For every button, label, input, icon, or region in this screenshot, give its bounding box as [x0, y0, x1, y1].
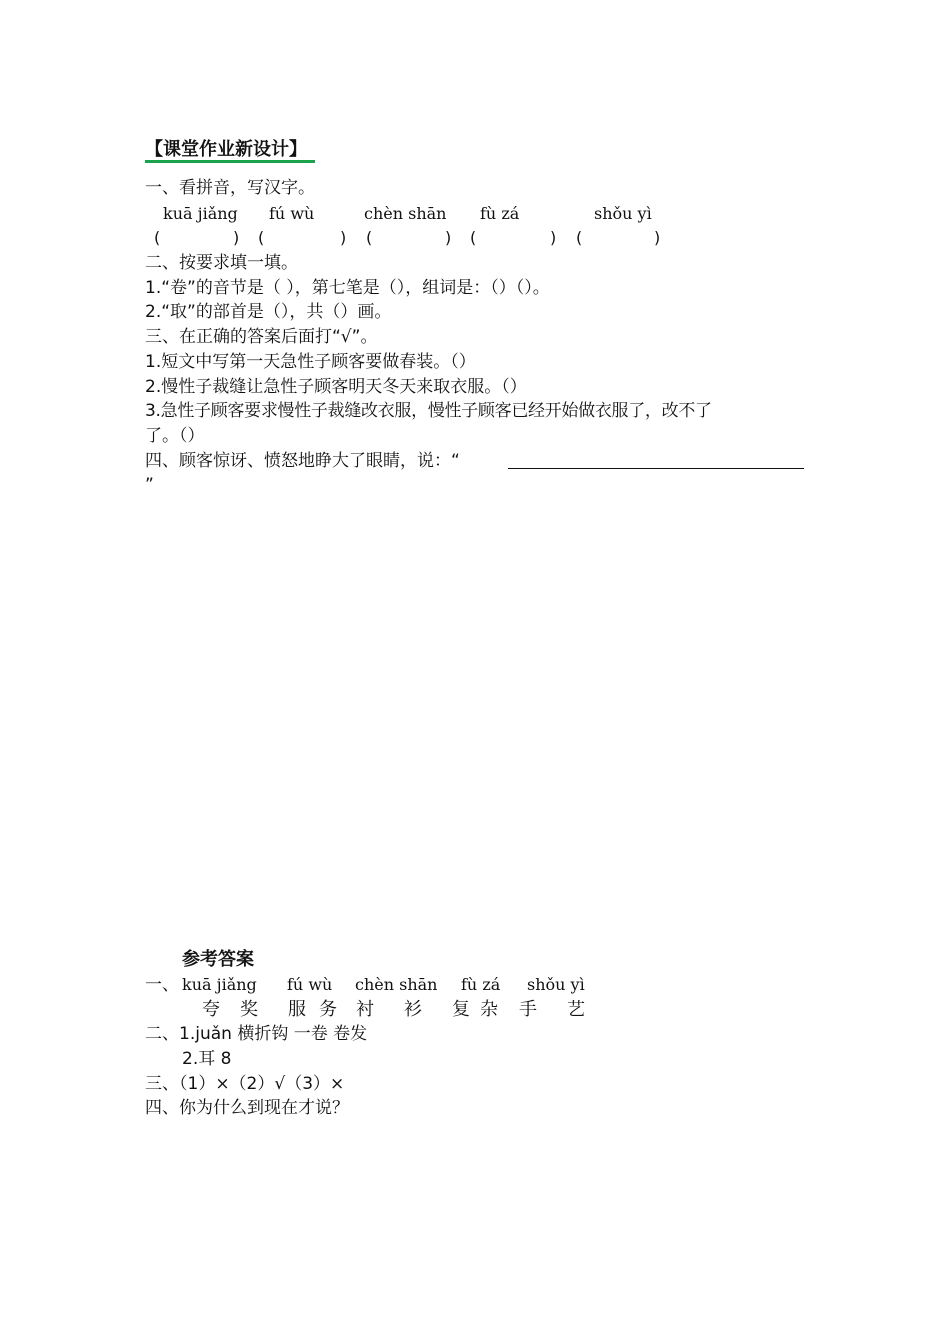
q1-pinyin-2: fú wù [269, 204, 315, 223]
q1-paren-open-3: ( [366, 228, 373, 247]
answers-1-hanzi-3: 服 [288, 999, 306, 1020]
q1-pinyin-1: kuā jiǎng [163, 204, 238, 223]
q3-item-3-cont: 了。（） [145, 426, 205, 446]
q1-paren-close-3: ) [445, 228, 452, 247]
answers-2-line-1: 二、1.juǎn 横折钩 一卷 卷发 [145, 1024, 368, 1044]
answers-1-hanzi-1: 夸 [202, 999, 220, 1020]
answers-1-hanzi-2: 奖 [240, 999, 258, 1020]
q1-paren-close-1: ) [233, 228, 240, 247]
answers-1-hanzi-5: 衬 [356, 999, 374, 1020]
q2-heading: 二、按要求填一填。 [145, 253, 298, 273]
q1-pinyin-4: fù zá [480, 204, 520, 223]
answers-title: 参考答案 [182, 949, 254, 970]
q1-pinyin-3: chèn shān [364, 204, 447, 223]
answers-1-prefix: 一、 [145, 975, 179, 995]
answers-1-pinyin-5: shǒu yì [527, 975, 585, 994]
q3-heading: 三、在正确的答案后面打“√”。 [145, 327, 378, 347]
q1-pinyin-5: shǒu yì [594, 204, 652, 223]
q3-item-3: 3.急性子顾客要求慢性子裁缝改衣服，慢性子顾客已经开始做衣服了，改不了 [145, 401, 712, 421]
title-underline [145, 160, 315, 163]
answers-2-line-2: 2.耳 8 [182, 1049, 232, 1069]
answers-4: 四、你为什么到现在才说？ [145, 1098, 349, 1118]
answers-1-pinyin-3: chèn shān [355, 975, 438, 994]
q3-item-2: 2.慢性子裁缝让急性子顾客明天冬天来取衣服。（） [145, 377, 527, 397]
q1-paren-close-2: ) [340, 228, 347, 247]
q3-item-1: 1.短文中写第一天急性子顾客要做春装。（） [145, 352, 476, 372]
q1-paren-open-1: ( [154, 228, 161, 247]
q2-item-2: 2.“取”的部首是（），共（）画。 [145, 302, 392, 322]
answers-1-pinyin-2: fú wù [287, 975, 333, 994]
q4-heading: 四、顾客惊讶、愤怒地睁大了眼睛，说：“ [145, 451, 460, 471]
q1-paren-open-4: ( [470, 228, 477, 247]
worksheet-title: 【课堂作业新设计】 [145, 139, 307, 160]
q1-paren-open-2: ( [258, 228, 265, 247]
answers-1-pinyin-4: fù zá [461, 975, 501, 994]
answers-1-hanzi-10: 艺 [567, 999, 585, 1020]
answers-1-hanzi-6: 衫 [404, 999, 422, 1020]
q1-paren-close-5: ) [654, 228, 661, 247]
q2-item-1: 1.“卷”的音节是（ ），第七笔是（），组词是：（）（）。 [145, 278, 550, 298]
answers-1-pinyin-1: kuā jiǎng [182, 975, 257, 994]
answers-1-hanzi-9: 手 [519, 999, 537, 1020]
q1-paren-close-4: ) [550, 228, 557, 247]
answers-1-hanzi-4: 务 [319, 999, 337, 1020]
q1-paren-open-5: ( [576, 228, 583, 247]
answers-1-hanzi-8: 杂 [480, 999, 498, 1020]
answers-3: 三、（1）×（2）√（3）× [145, 1074, 345, 1094]
q4-close-quote: ” [145, 475, 154, 495]
q1-heading: 一、看拼音，写汉字。 [145, 178, 315, 198]
answers-1-hanzi-7: 复 [452, 999, 470, 1020]
q4-answer-line[interactable] [508, 468, 804, 469]
